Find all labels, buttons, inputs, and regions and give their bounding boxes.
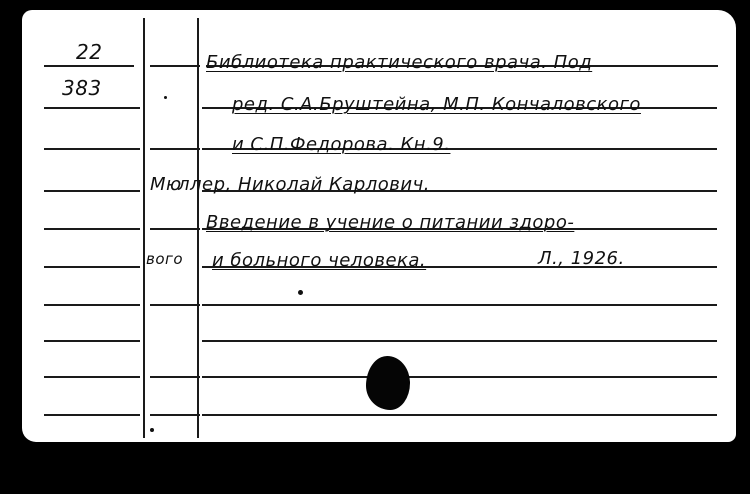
ink-dot [150,428,154,432]
catalog-card [22,10,736,442]
rule-line [150,148,200,150]
rule-line [150,414,200,416]
rule-line [44,414,140,416]
shelf-number-bottom: 383 [62,76,102,100]
place-year: Л., 1926. [538,248,625,269]
rule-line [202,304,717,306]
entry-line-2: ред. С.А.Бруштейна, М.П. Кончаловского [232,94,641,115]
rule-line [44,340,140,342]
author-name: ллер, Николай Карлович. [178,174,430,195]
rule-line [150,376,200,378]
rule-line [44,228,140,230]
title-line-1: Введение в учение о питании здоро- [206,212,575,233]
rule-line [150,65,200,67]
rule-line [44,376,140,378]
rule-line [150,304,200,306]
shelf-number-top: 22 [76,40,103,64]
rule-line [44,304,140,306]
rule-line [44,65,134,67]
rule-line [202,376,717,378]
rule-line [44,190,140,192]
author-surname-prefix: Мю [150,174,182,195]
ink-dot [298,290,303,295]
margin-line-right [197,18,199,438]
title-line-2-prefix: вого [146,250,184,268]
rule-line [150,228,200,230]
entry-line-1: Библиотека практического врача. Под [206,52,593,73]
rule-line [44,148,140,150]
rule-line [202,340,717,342]
rule-line [44,266,140,268]
rule-line [44,107,140,109]
ink-dot [164,96,167,99]
entry-line-3: и С.П.Федорова. Кн.9. [232,134,451,155]
rule-line [202,414,717,416]
ink-blot [366,356,410,410]
margin-line-left [143,18,145,438]
title-line-2: и больного человека. [212,250,427,271]
